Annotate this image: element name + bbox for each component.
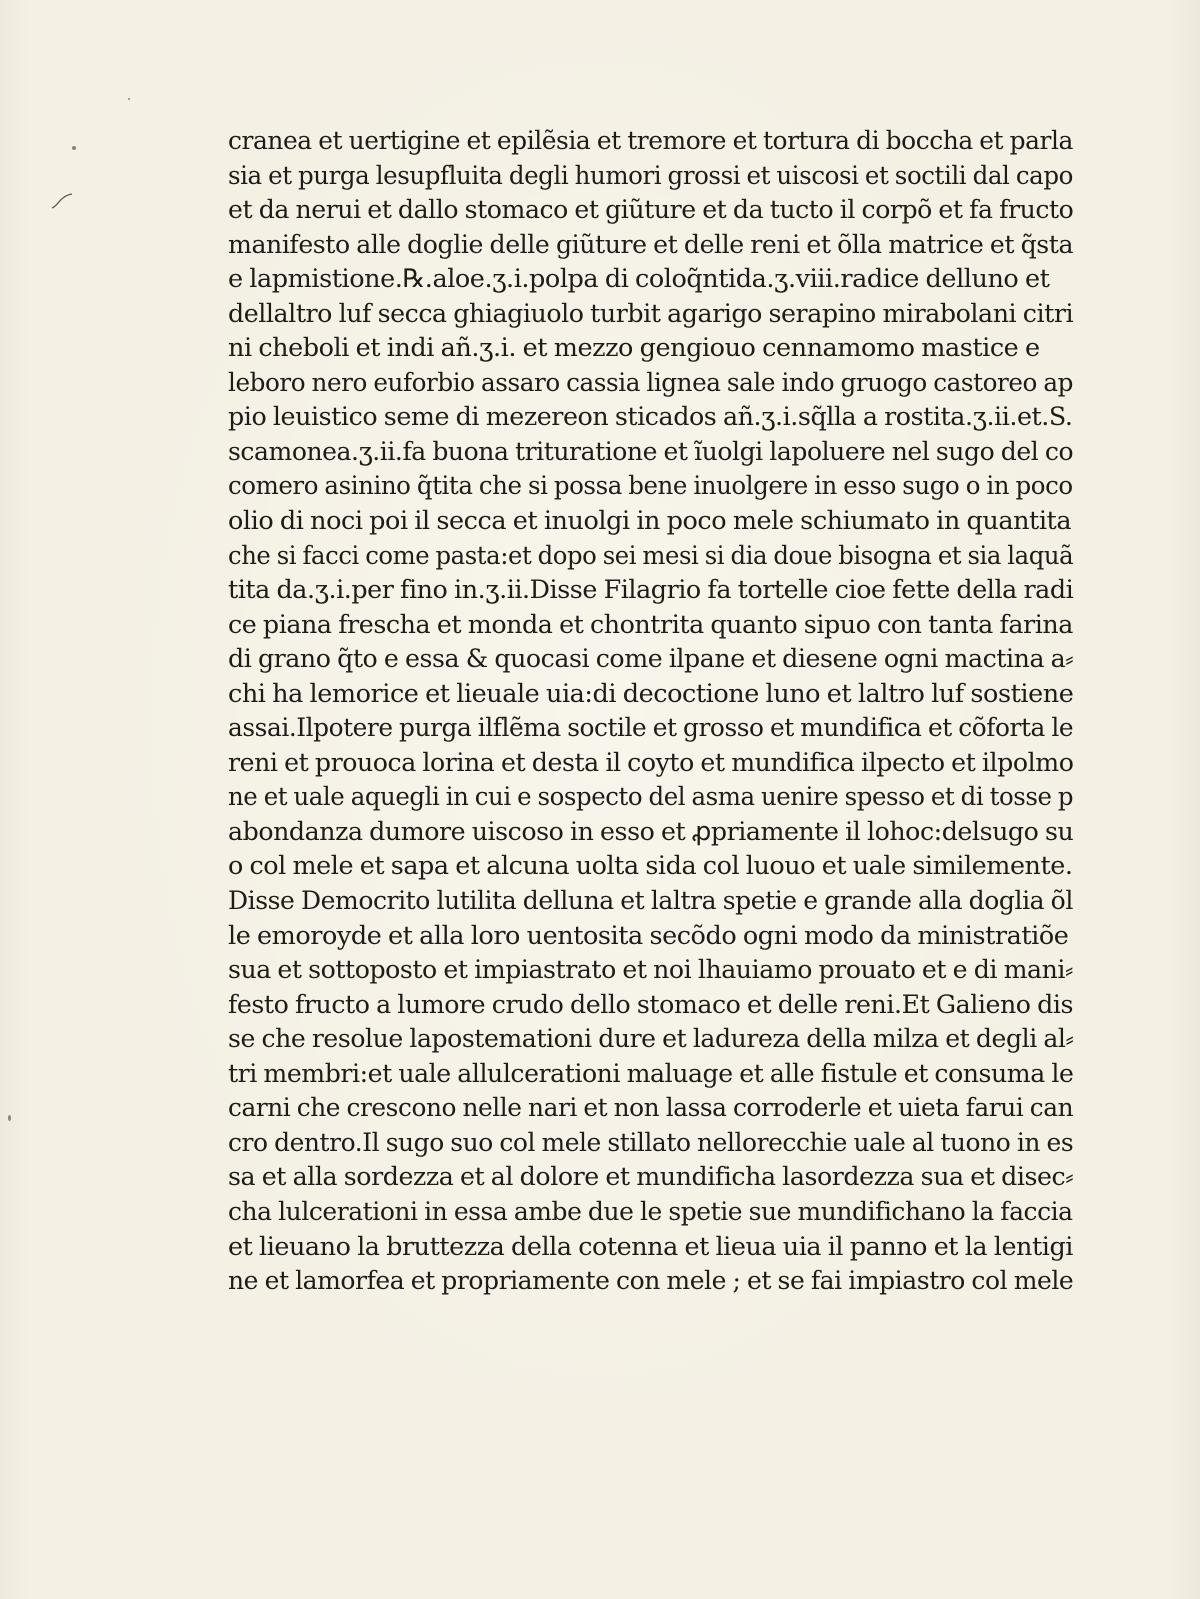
text-line: sa et alla sordezza et al dolore et mundificha lasordezza sua et disec⸗ — [228, 1162, 1074, 1193]
text-line: tri membri:et uale allulcerationi maluage et alle fistule et consuma le — [228, 1058, 1074, 1089]
text-line: cha lulcerationi in essa ambe due le spetie sue mundifichano la faccia — [228, 1196, 1073, 1227]
text-line: abondanza dumore uiscoso in esso et ꝓpriamente il lohoc:delsugo su — [228, 816, 1074, 847]
text-line: cro dentro.Il sugo suo col mele stillato nellorecchie uale al tuono in es — [228, 1127, 1074, 1158]
text-line: di grano q̃to e essa & quocasi come ilpane et diesene ogni mactina a⸗ — [228, 644, 1074, 675]
text-line: assai.Ilpotere purga ilflẽma soctile et grosso et mundifica et cõforta le — [228, 713, 1074, 744]
text-line: cranea et uertigine et epilẽsia et tremore et tortura di boccha et parla — [228, 126, 1073, 156]
text-line: olio di noci poi il secca et inuolgi in poco mele schiumato in quantita — [228, 506, 1072, 537]
body-text — [228, 124, 1073, 1299]
text-line: sua et sottoposto et impiastrato et noi lhauiamo prouato et e di mani⸗ — [228, 955, 1073, 986]
text-line: et lieuano la bruttezza della cotenna et lieua uia il panno et la lentigi — [228, 1231, 1073, 1262]
text-line: manifesto alle doglie delle giũture et delle reni et õlla matrice et q̃sta — [228, 229, 1074, 260]
text-line: dellaltro luf secca ghiagiuolo turbit agarigo serapino mirabolani citri — [228, 298, 1074, 329]
text-line: ne et uale aquegli in cui e sospecto del asma uenire spesso et di tosse p — [228, 782, 1074, 813]
text-line: festo fructo a lumore crudo dello stomaco et delle reni.Et Galieno dis — [228, 989, 1074, 1020]
text-line: e lapmistione.℞.aloe.ʒ.i.polpa di coloq̃ntida.ʒ.viii.radice delluno et — [228, 264, 1050, 295]
text-line: sia et purga lesupfluita degli humori grossi et uiscosi et soctili dal capo — [228, 160, 1073, 191]
text-line: carni che crescono nelle nari et non lassa corroderle et uieta farui can — [228, 1093, 1074, 1124]
paper-speck — [128, 98, 130, 100]
text-line: reni et prouoca lorina et desta il coyto et mundifica ilpecto et ilpolmo — [228, 747, 1074, 778]
text-line: che si facci come pasta:et dopo sei mesi si dia doue bisogna et sia laquã — [228, 540, 1074, 571]
text-line: pio leuistico seme di mezereon sticados añ.ʒ.i.sq̃lla a rostita.ʒ.ii.et.S. — [228, 402, 1073, 433]
text-line: o col mele et sapa et alcuna uolta sida col luouo et uale similemente. — [228, 851, 1073, 882]
text-line: Disse Democrito lutilita delluna et laltra spetie e grande alla doglia õl — [228, 886, 1073, 917]
text-line: le emoroyde et alla loro uentosita secõdo ogni modo da ministratiõe — [228, 920, 1069, 951]
margin-pen-stroke — [50, 192, 74, 210]
paper-speck — [8, 1115, 11, 1121]
text-line: leboro nero euforbio assaro cassia lignea sale indo gruogo castoreo ap — [228, 367, 1073, 398]
text-line: se che resolue lapostemationi dure et ladureza della milza et degli al⸗ — [228, 1024, 1074, 1055]
text-line: chi ha lemorice et lieuale uia:di decoctione luno et laltro luf sostiene — [228, 678, 1074, 709]
paper-speck — [72, 146, 76, 150]
text-line: ni cheboli et indi añ.ʒ.i. et mezzo gengiouo cennamomo mastice e — [228, 333, 1040, 364]
text-line: tita da.ʒ.i.per fino in.ʒ.ii.Disse Filagrio fa tortelle cioe fette della radi — [228, 575, 1074, 606]
text-line: et da nerui et dallo stomaco et giũture et da tucto il corpõ et fa fructo — [228, 195, 1074, 226]
text-line: comero asinino q̃tita che si possa bene inuolgere in esso sugo o in poco — [228, 471, 1073, 502]
text-line: ne et lamorfea et propriamente con mele ; et se fai impiastro col mele — [228, 1266, 1074, 1297]
text-line: scamonea.ʒ.ii.fa buona trituratione et ĩuolgi lapoluere nel sugo del co — [228, 436, 1074, 467]
text-line: ce piana frescha et monda et chontrita quanto sipuo con tanta farina — [228, 609, 1073, 640]
